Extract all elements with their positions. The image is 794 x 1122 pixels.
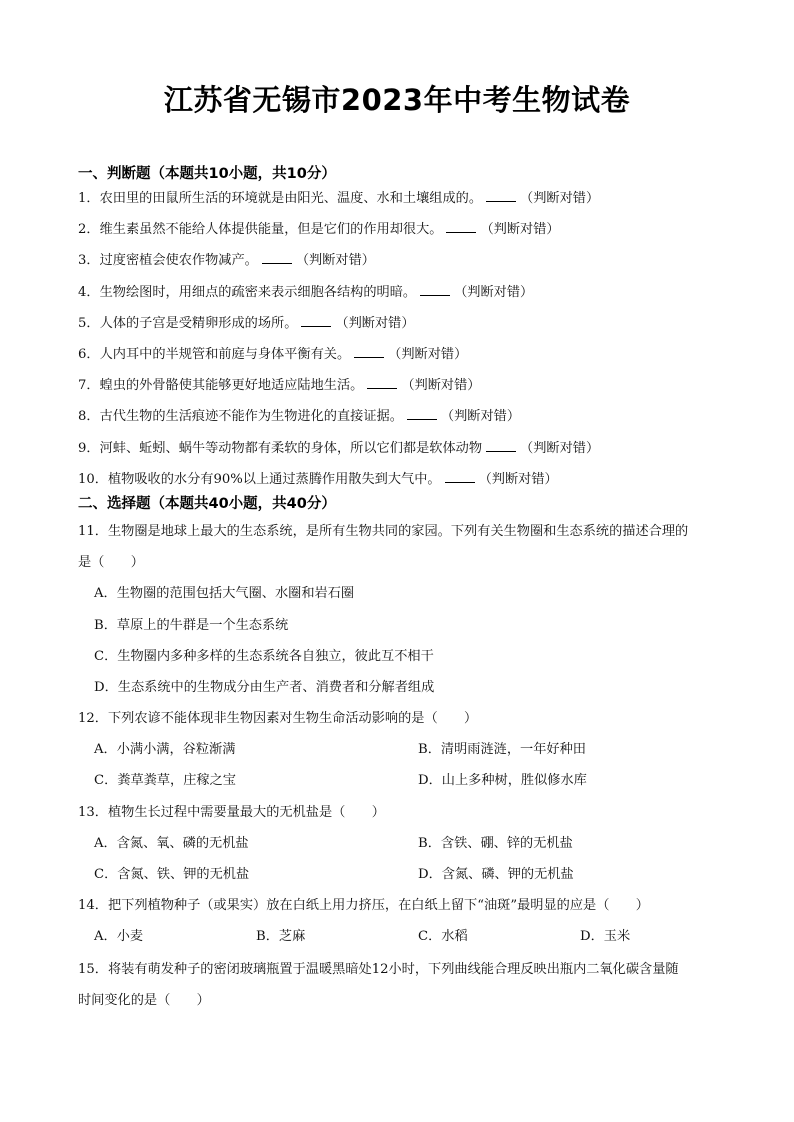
q12-option-a[interactable]: A．小满小满，谷粒渐满 [94, 742, 236, 757]
question-suffix: （判断对错） [520, 441, 600, 456]
list-item [78, 437, 599, 456]
q13-option-b[interactable]: B．含铁、硼、锌的无机盐 [418, 836, 573, 851]
question-11-stem: 11．生物圈是地球上最大的生态系统，是所有生物共同的家园。下列有关生物圈和生态系统的描述合理的 [78, 524, 689, 539]
answer-blank[interactable] [262, 251, 292, 264]
question-suffix: （判断对错） [454, 285, 534, 300]
question-text: 10．植物吸收的水分有90%以上通过蒸腾作用散失到大气中。 [78, 472, 441, 487]
q11-option-a[interactable]: A．生物圈的范围包括大气圈、水圈和岩石圈 [94, 586, 355, 601]
list-item [78, 343, 467, 362]
question-text: 6．人内耳中的半规管和前庭与身体平衡有关。 [78, 347, 351, 362]
q12-option-c[interactable]: C．粪草粪草，庄稼之宝 [94, 773, 236, 788]
list-item [78, 312, 415, 331]
section-heading-choice: 二、选择题（本题共40小题，共40分） [78, 496, 336, 512]
list-item [78, 281, 533, 300]
question-text: 9．河蚌、蚯蚓、蜗牛等动物都有柔软的身体，所以它们都是软体动物 [78, 441, 483, 456]
question-text: 4．生物绘图时，用细点的疏密来表示细胞各结构的明暗。 [78, 285, 417, 300]
list-item [78, 249, 375, 268]
q14-option-d[interactable]: D．玉米 [580, 929, 631, 944]
question-15-stem-cont: 时间变化的是（ ） [78, 993, 210, 1008]
question-suffix: （判断对错） [335, 316, 415, 331]
question-suffix: （判断对错） [388, 347, 468, 362]
question-text: 7．蝗虫的外骨骼使其能够更好地适应陆地生活。 [78, 378, 364, 393]
q13-option-a[interactable]: A．含氮、氧、磷的无机盐 [94, 836, 249, 851]
list-item [78, 187, 599, 206]
answer-blank[interactable] [446, 220, 476, 233]
answer-blank[interactable] [420, 283, 450, 296]
answer-blank[interactable] [407, 407, 437, 420]
question-suffix: （判断对错） [478, 472, 558, 487]
question-suffix: （判断对错） [295, 253, 375, 268]
q14-option-c[interactable]: C．水稻 [418, 929, 468, 944]
list-item [78, 374, 480, 393]
question-text: 5．人体的子宫是受精卵形成的场所。 [78, 316, 298, 331]
answer-blank[interactable] [367, 376, 397, 389]
q14-option-b[interactable]: B．芝麻 [256, 929, 306, 944]
q11-option-d[interactable]: D．生态系统中的生物成分由生产者、消费者和分解者组成 [94, 680, 435, 695]
answer-blank[interactable] [301, 314, 331, 327]
q12-option-b[interactable]: B．清明雨涟涟，一年好种田 [418, 742, 586, 757]
question-text: 1．农田里的田鼠所生活的环境就是由阳光、温度、水和土壤组成的。 [78, 191, 483, 206]
q12-option-d[interactable]: D．山上多种树，胜似修水库 [418, 773, 587, 788]
question-suffix: （判断对错） [480, 222, 560, 237]
answer-blank[interactable] [486, 189, 516, 202]
question-11-stem-cont: 是（ ） [78, 555, 144, 570]
answer-blank[interactable] [486, 439, 516, 452]
question-text: 3．过度密植会使农作物减产。 [78, 253, 258, 268]
question-15-stem: 15．将装有萌发种子的密闭玻璃瓶置于温暖黑暗处12小时，下列曲线能合理反映出瓶内二氧化碳含量随 [78, 962, 679, 977]
question-12-stem: 12．下列农谚不能体现非生物因素对生物生命活动影响的是（ ） [78, 711, 478, 726]
q14-option-a[interactable]: A．小麦 [94, 929, 144, 944]
q13-option-c[interactable]: C．含氮、铁、钾的无机盐 [94, 867, 250, 882]
question-text: 2．维生素虽然不能给人体提供能量，但是它们的作用却很大。 [78, 222, 443, 237]
answer-blank[interactable] [445, 470, 475, 483]
q11-option-b[interactable]: B．草原上的牛群是一个生态系统 [94, 618, 289, 633]
section-heading-judgment: 一、判断题（本题共10小题，共10分） [78, 166, 336, 182]
q11-option-c[interactable]: C．生物圈内多种多样的生态系统各自独立，彼此互不相干 [94, 649, 434, 664]
question-suffix: （判断对错） [401, 378, 481, 393]
answer-blank[interactable] [354, 345, 384, 358]
question-suffix: （判断对错） [440, 409, 521, 424]
question-13-stem: 13．植物生长过程中需要量最大的无机盐是（ ） [78, 805, 385, 820]
question-text: 8．古代生物的生活痕迹不能作为生物进化的直接证据。 [78, 409, 403, 424]
list-item [78, 405, 520, 424]
question-suffix: （判断对错） [520, 191, 600, 206]
list-item [78, 468, 558, 487]
page-title: 江苏省无锡市2023年中考生物试卷 [163, 83, 631, 117]
q13-option-d[interactable]: D．含氮、磷、钾的无机盐 [418, 867, 574, 882]
list-item [78, 218, 560, 237]
question-14-stem: 14．把下列植物种子（或果实）放在白纸上用力挤压，在白纸上留下“油斑”最明显的应是（ ） [78, 898, 649, 913]
